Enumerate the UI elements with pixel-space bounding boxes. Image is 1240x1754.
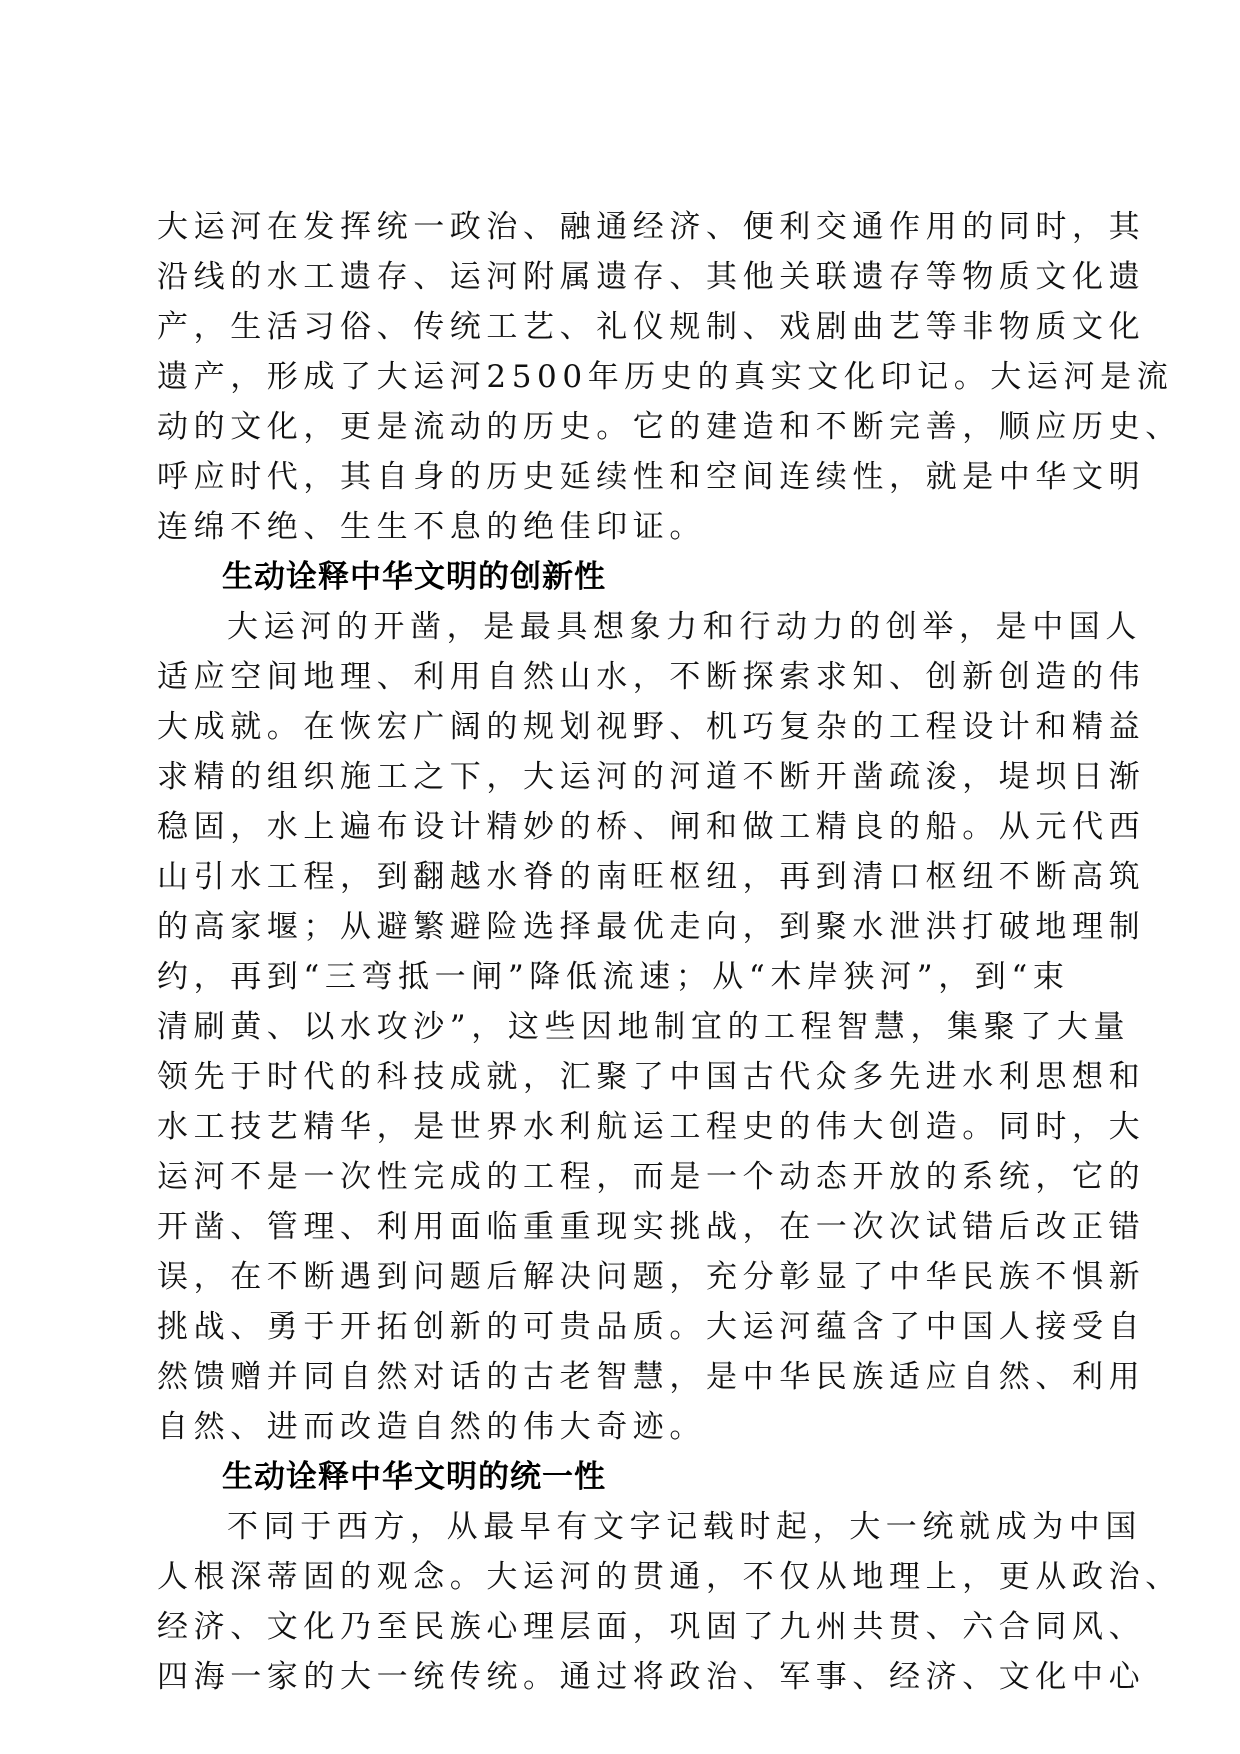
text-line: 呼应时代，其自身的历史延续性和空间连续性，就是中华文明 (157, 459, 1146, 495)
text-line: 动的文化，更是流动的历史。它的建造和不断完善，顺应历史、 (157, 409, 1182, 445)
text-line: 水工技艺精华，是世界水利航运工程史的伟大创造。同时，大 (157, 1109, 1146, 1145)
text-line: 人根深蒂固的观念。大运河的贯通，不仅从地理上，更从政治、 (157, 1559, 1182, 1595)
paragraph-first-line: 大运河的开凿，是最具想象力和行动力的创举，是中国人 (227, 609, 1142, 645)
text-line: 约，再到“三弯抵一闸”降低流速；从“木岸狭河”，到“束 (157, 959, 1070, 995)
text-line: 求精的组织施工之下，大运河的河道不断开凿疏浚，堤坝日渐 (157, 759, 1146, 795)
text-line: 清刷黄、以水攻沙”，这些因地制宜的工程智慧，集聚了大量 (157, 1009, 1131, 1045)
paragraph-first-line: 不同于西方，从最早有文字记载时起，大一统就成为中国 (227, 1509, 1142, 1545)
text-line: 连绵不绝、生生不息的绝佳印证。 (157, 509, 706, 545)
text-line: 稳固，水上遍布设计精妙的桥、闸和做工精良的船。从元代西 (157, 809, 1146, 845)
text-line: 的高家堰；从避繁避险选择最优走向，到聚水泄洪打破地理制 (157, 909, 1146, 945)
text-line: 挑战、勇于开拓创新的可贵品质。大运河蕴含了中国人接受自 (157, 1309, 1146, 1345)
text-line: 经济、文化乃至民族心理层面，巩固了九州共贯、六合同风、 (157, 1609, 1146, 1645)
section-heading-unity: 生动诠释中华文明的统一性 (222, 1459, 606, 1495)
section-heading-innovation: 生动诠释中华文明的创新性 (222, 559, 606, 595)
text-line: 领先于时代的科技成就，汇聚了中国古代众多先进水利思想和 (157, 1059, 1146, 1095)
text-line: 适应空间地理、利用自然山水，不断探索求知、创新创造的伟 (157, 659, 1146, 695)
text-line: 产，生活习俗、传统工艺、礼仪规制、戏剧曲艺等非物质文化 (157, 309, 1146, 345)
text-line: 误，在不断遇到问题后解决问题，充分彰显了中华民族不惧新 (157, 1259, 1146, 1295)
text-line: 开凿、管理、利用面临重重现实挑战，在一次次试错后改正错 (157, 1209, 1146, 1245)
text-line: 大运河在发挥统一政治、融通经济、便利交通作用的同时，其 (157, 209, 1146, 245)
text-line: 然馈赠并同自然对话的古老智慧，是中华民族适应自然、利用 (157, 1359, 1146, 1395)
text-line: 运河不是一次性完成的工程，而是一个动态开放的系统，它的 (157, 1159, 1146, 1195)
text-line: 四海一家的大一统传统。通过将政治、军事、经济、文化中心 (157, 1659, 1146, 1695)
text-line: 大成就。在恢宏广阔的规划视野、机巧复杂的工程设计和精益 (157, 709, 1146, 745)
article-body (157, 202, 1182, 1702)
text-line: 遗产，形成了大运河2500年历史的真实文化印记。大运河是流 (157, 359, 1174, 395)
text-line: 沿线的水工遗存、运河附属遗存、其他关联遗存等物质文化遗 (157, 259, 1146, 295)
text-line: 自然、进而改造自然的伟大奇迹。 (157, 1409, 706, 1445)
text-line: 山引水工程，到翻越水脊的南旺枢纽，再到清口枢纽不断高筑 (157, 859, 1146, 895)
